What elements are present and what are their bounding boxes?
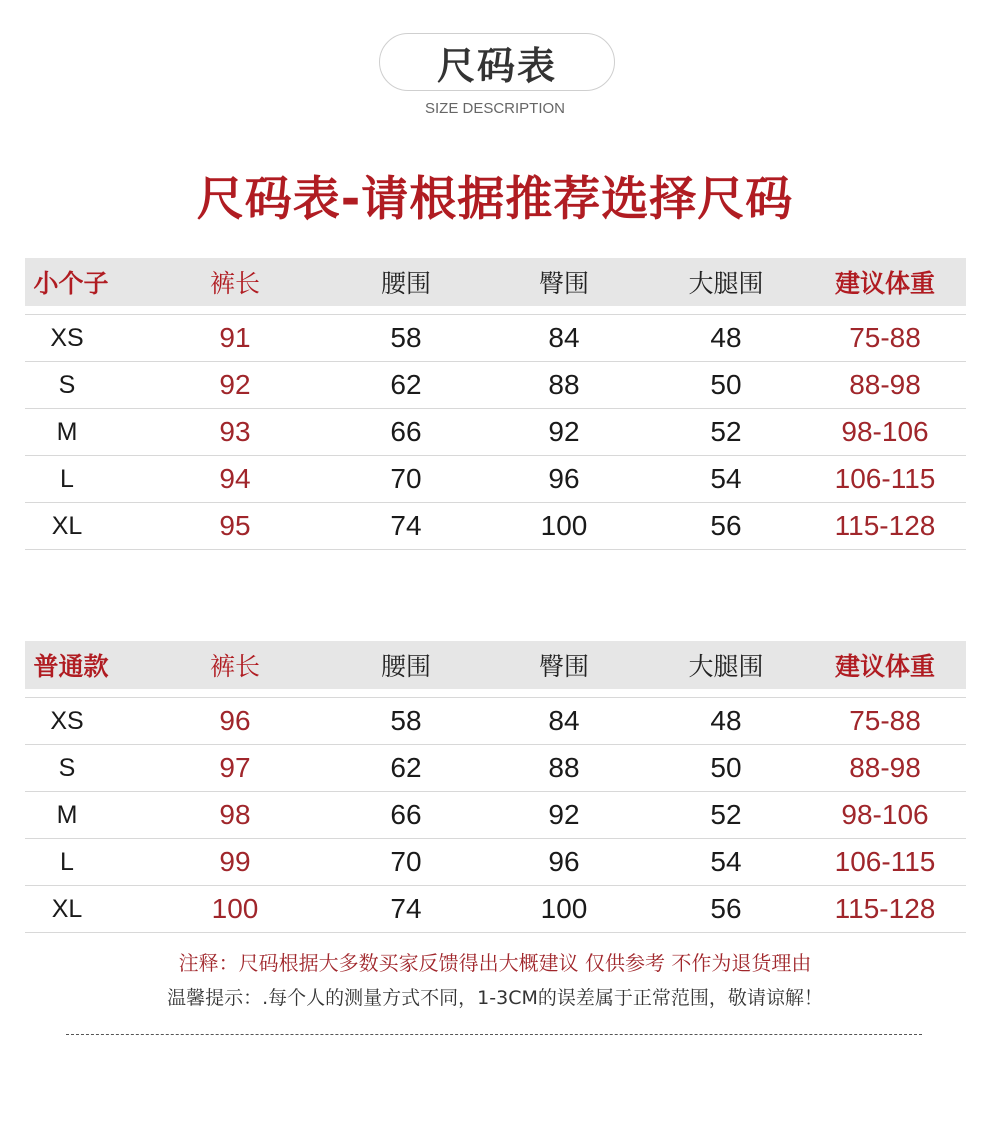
table-row	[25, 409, 966, 456]
waist-value: 70	[390, 846, 422, 877]
header-weight: 建议体重	[834, 269, 936, 298]
hip-value: 92	[548, 416, 580, 447]
header-length: 裤长	[209, 652, 261, 681]
length-value: 93	[219, 416, 251, 447]
weight-value: 106-115	[834, 463, 936, 494]
hip-value: 96	[548, 463, 580, 494]
table-header	[25, 258, 966, 306]
table-row	[25, 698, 966, 745]
table-row	[25, 886, 966, 933]
disclaimer-note: 注释：尺码根据大多数买家反馈得出大概建议 仅供参考 不作为退货理由	[178, 951, 812, 975]
size-label: XL	[51, 511, 83, 540]
thigh-value: 54	[710, 463, 742, 494]
header-category: 小个子	[33, 269, 109, 298]
size-label: XL	[51, 894, 83, 923]
header-weight: 建议体重	[834, 652, 936, 681]
size-label: S	[58, 753, 76, 782]
weight-value: 98-106	[841, 799, 929, 830]
waist-value: 62	[390, 369, 422, 400]
thigh-value: 56	[710, 510, 742, 541]
weight-value: 115-128	[834, 510, 936, 541]
header-hip: 臀围	[538, 652, 590, 681]
thigh-value: 52	[710, 799, 742, 830]
hip-value: 96	[548, 846, 580, 877]
weight-value: 106-115	[834, 846, 936, 877]
length-value: 92	[219, 369, 251, 400]
thigh-value: 56	[710, 893, 742, 924]
size-chart-title: 尺码表-请根据推荐选择尺码	[196, 172, 794, 227]
thigh-value: 50	[710, 369, 742, 400]
page-subtitle: SIZE DESCRIPTION	[424, 100, 566, 117]
length-value: 100	[211, 893, 259, 924]
hip-value: 84	[548, 705, 580, 736]
waist-value: 66	[390, 416, 422, 447]
waist-value: 74	[390, 510, 422, 541]
length-value: 96	[219, 705, 251, 736]
hip-value: 88	[548, 752, 580, 783]
length-value: 94	[219, 463, 251, 494]
size-table-regular	[25, 641, 966, 933]
length-value: 95	[219, 510, 251, 541]
header-category: 普通款	[33, 652, 109, 681]
weight-value: 88-98	[849, 369, 921, 400]
header-thigh: 大腿围	[688, 269, 764, 298]
size-label: M	[56, 417, 78, 446]
hip-value: 84	[548, 322, 580, 353]
size-label: L	[60, 847, 74, 876]
table-row	[25, 503, 966, 550]
length-value: 98	[219, 799, 251, 830]
hip-value: 92	[548, 799, 580, 830]
waist-value: 58	[390, 705, 422, 736]
table-row	[25, 362, 966, 409]
waist-value: 74	[390, 893, 422, 924]
thigh-value: 50	[710, 752, 742, 783]
length-value: 99	[219, 846, 251, 877]
size-label: XS	[50, 706, 84, 735]
thigh-value: 48	[710, 322, 742, 353]
table-row	[25, 792, 966, 839]
table-row	[25, 839, 966, 886]
table-row	[25, 456, 966, 503]
thigh-value: 52	[710, 416, 742, 447]
size-table-petite	[25, 258, 966, 550]
hip-value: 88	[548, 369, 580, 400]
weight-value: 75-88	[849, 705, 921, 736]
hip-value: 100	[540, 893, 588, 924]
waist-value: 62	[390, 752, 422, 783]
size-label: L	[60, 464, 74, 493]
page-badge-title: 尺码表	[379, 33, 615, 91]
table-header	[25, 641, 966, 689]
header-thigh: 大腿围	[688, 652, 764, 681]
size-label: S	[58, 370, 76, 399]
size-label: M	[56, 800, 78, 829]
table-row	[25, 745, 966, 792]
weight-value: 75-88	[849, 322, 921, 353]
weight-value: 98-106	[841, 416, 929, 447]
length-value: 97	[219, 752, 251, 783]
hip-value: 100	[540, 510, 588, 541]
table-row	[25, 315, 966, 362]
waist-value: 70	[390, 463, 422, 494]
thigh-value: 48	[710, 705, 742, 736]
dashed-divider	[66, 1034, 922, 1035]
length-value: 91	[219, 322, 251, 353]
size-label: XS	[50, 323, 84, 352]
measurement-tip: 温馨提示：.每个人的测量方式不同，1-3CM的误差属于正常范围，敬请谅解！	[167, 987, 823, 1009]
header-hip: 臀围	[538, 269, 590, 298]
weight-value: 115-128	[834, 893, 936, 924]
thigh-value: 54	[710, 846, 742, 877]
header-length: 裤长	[209, 269, 261, 298]
waist-value: 66	[390, 799, 422, 830]
header-waist: 腰围	[380, 652, 432, 681]
waist-value: 58	[390, 322, 422, 353]
weight-value: 88-98	[849, 752, 921, 783]
header-waist: 腰围	[380, 269, 432, 298]
